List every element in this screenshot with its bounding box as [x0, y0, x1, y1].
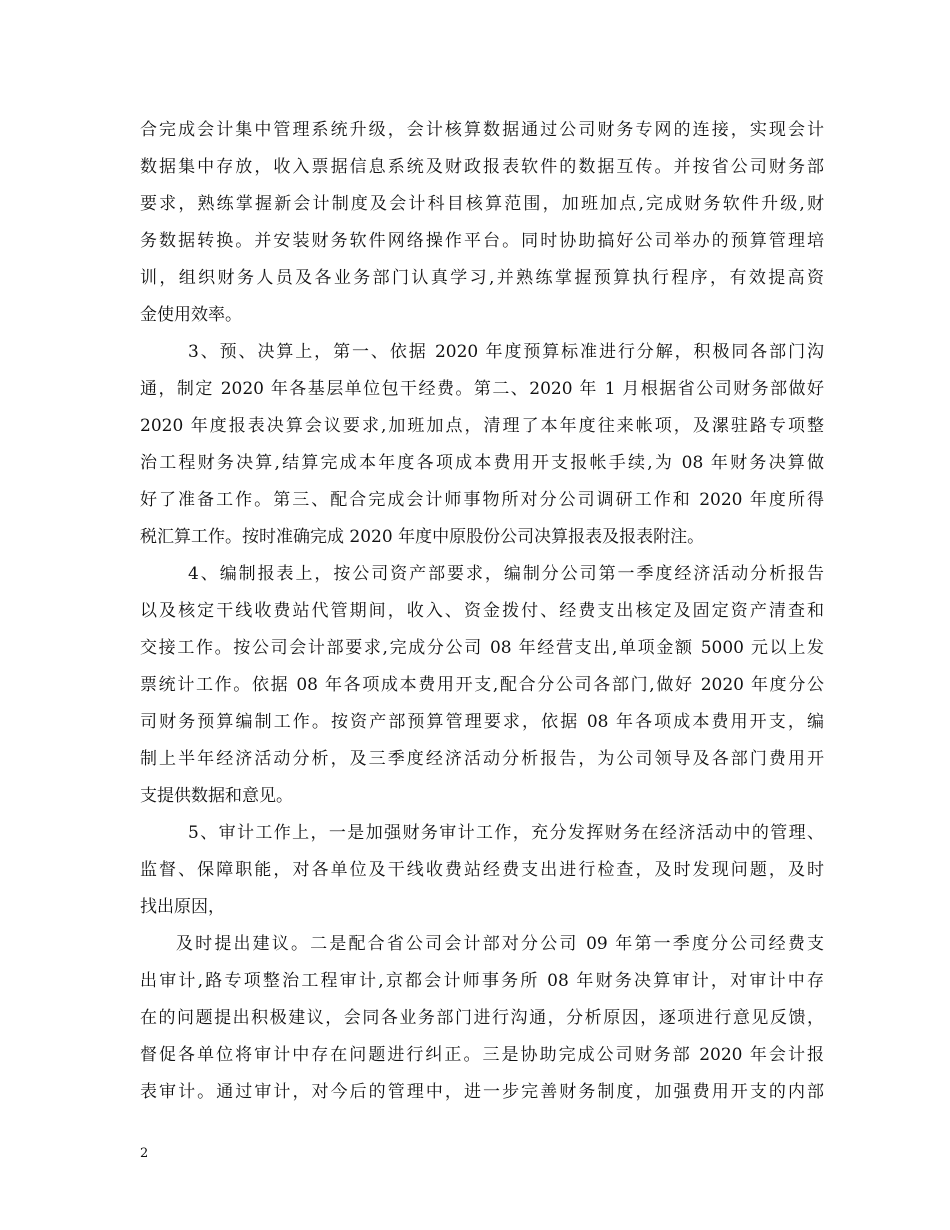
text-line: 治工程财务决算,结算完成本年度各项成本费用开支报帐手续,为 08 年财务决算做 — [140, 453, 824, 473]
text-line: 出审计,路专项整治工程审计,京都会计师事务所 08 年财务决算审计，对审计中存 — [140, 971, 824, 991]
text-line: 在的问题提出积极建议，会同各业务部门进行沟通，分析原因，逐项进行意见反馈， — [140, 1008, 824, 1028]
page-number: 2 — [140, 1146, 149, 1161]
text-line: 训，组织财务人员及各业务部门认真学习,并熟练掌握预算执行程序，有效提高资 — [140, 268, 824, 288]
text-line: 制上半年经济活动分析，及三季度经济活动分析报告，为公司领导及各部门费用开 — [140, 749, 824, 769]
text-line: 合完成会计集中管理系统升级，会计核算数据通过公司财务专网的连接，实现会计 — [140, 120, 824, 140]
text-line: 2020 年度报表决算会议要求,加班加点，清理了本年度往来帐项，及漯驻路专项整 — [140, 416, 824, 436]
text-line: 通，制定 2020 年各基层单位包干经费。第二、2020 年 1 月根据省公司财务部做好 — [140, 379, 824, 399]
text-line: 金使用效率。 — [140, 305, 242, 325]
text-line: 数据集中存放，收入票据信息系统及财政报表软件的数据互传。并按省公司财务部 — [140, 157, 824, 177]
document-body — [140, 112, 824, 1111]
text-line: 司财务预算编制工作。按资产部预算管理要求，依据 08 年各项成本费用开支，编 — [140, 712, 824, 732]
text-line: 监督、保障职能，对各单位及干线收费站经费支出进行检查，及时发现问题，及时 — [140, 860, 824, 880]
paragraph-start-line: 5、审计工作上，一是加强财务审计工作，充分发挥财务在经济活动中的管理、 — [188, 823, 824, 843]
text-line: 督促各单位将审计中存在问题进行纠正。三是协助完成公司财务部 2020 年会计报 — [140, 1045, 824, 1065]
text-line: 交接工作。按公司会计部要求,完成分公司 08 年经营支出,单项金额 5000 元以上发 — [140, 638, 824, 658]
paragraph-start-line: 4、编制报表上，按公司资产部要求，编制分公司第一季度经济活动分析报告 — [188, 564, 824, 584]
paragraph-start-line: 3、预、决算上，第一、依据 2020 年度预算标准进行分解，积极同各部门沟 — [188, 342, 824, 362]
text-line: 税汇算工作。按时准确完成 2020 年度中原股份公司决算报表及报表附注。 — [140, 527, 705, 547]
text-line: 好了准备工作。第三、配合完成会计师事物所对分公司调研工作和 2020 年度所得 — [140, 490, 824, 510]
text-line: 要求，熟练掌握新会计制度及会计科目核算范围，加班加点,完成财务软件升级,财 — [140, 194, 824, 214]
text-line: 支提供数据和意见。 — [140, 786, 293, 806]
text-line: 以及核定干线收费站代管期间，收入、资金拨付、经费支出核定及固定资产清查和 — [140, 601, 824, 621]
text-line: 务数据转换。并安装财务软件网络操作平台。同时协助搞好公司举办的预算管理培 — [140, 231, 824, 251]
paragraph-start-line: 及时提出建议。二是配合省公司会计部对分公司 09 年第一季度分公司经费支 — [176, 934, 824, 954]
text-line: 找出原因， — [140, 897, 225, 917]
text-line: 票统计工作。依据 08 年各项成本费用开支,配合分公司各部门,做好 2020 年度分公 — [140, 675, 824, 695]
text-line: 表审计。通过审计，对今后的管理中，进一步完善财务制度，加强费用开支的内部 — [140, 1082, 824, 1102]
